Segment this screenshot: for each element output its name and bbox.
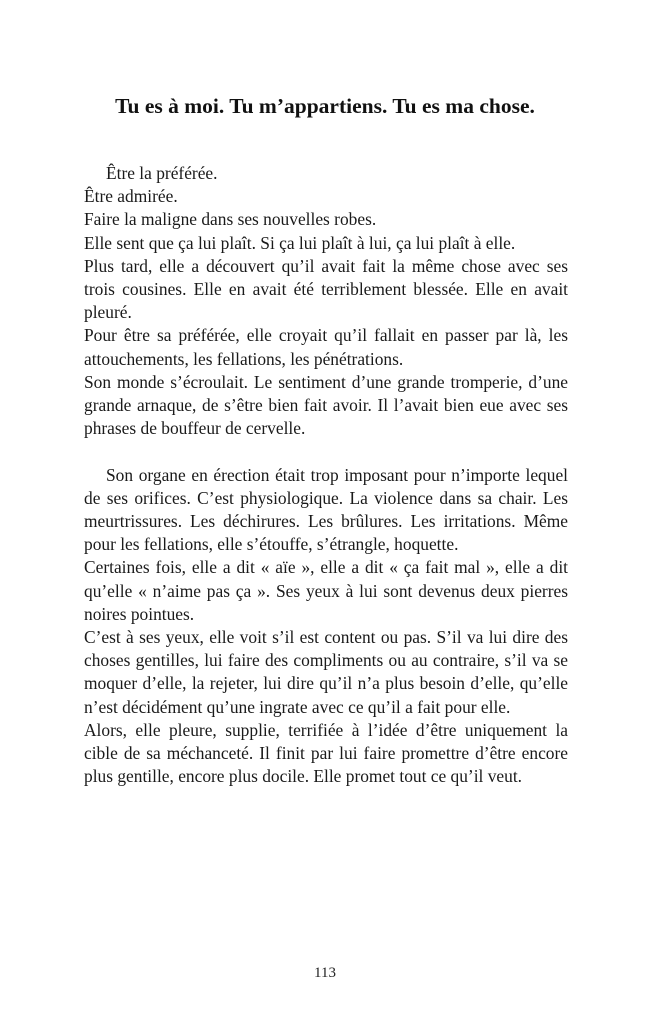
paragraph: C’est à ses yeux, elle voit s’il est content ou pas. S’il va lui dire des choses gentilles, lui faire des compliments ou au contraire, s’il va se moquer d’elle, la rejeter, lui dire qu’il n’a plus besoin d’elle, qu’elle n’est décidément qu’une ingrate avec ce qu’il a fait pour elle.	[84, 627, 568, 717]
paragraph: Son organe en érection était trop imposant pour n’importe lequel de ses orifices. C’est physiologique. La violence dans sa chair. Les meurtrissures. Les déchirures. Les brûlures. Les irritations. Même pour les fellations, elle s’étouffe, s’étrangle, hoquette.	[84, 464, 568, 555]
paragraph: Faire la maligne dans ses nouvelles robes.	[84, 209, 377, 230]
paragraph: Plus tard, elle a découvert qu’il avait fait la même chose avec ses trois cousines. Elle en avait été terriblement blessée. Elle en avait pleuré.	[84, 255, 568, 323]
paragraph: Certaines fois, elle a dit « aïe », elle a dit « ça fait mal », elle a dit qu’elle « n’aime pas ça ». Ses yeux à lui sont devenus deux pierres noires pointues.	[84, 557, 568, 624]
paragraph: Être admirée.	[84, 186, 178, 207]
paragraph: Elle sent que ça lui plaît. Si ça lui plaît à lui, ça lui plaît à elle.	[84, 232, 516, 253]
paragraph: Être la préférée.	[106, 163, 218, 183]
chapter-title: Tu es à moi. Tu m’appartiens. Tu es ma chose.	[115, 94, 535, 118]
page-number: 113	[314, 965, 336, 981]
body-text	[84, 162, 568, 788]
paragraph: Son monde s’écroulait. Le sentiment d’une grande tromperie, d’une grande arnaque, de s’être bien fait avoir. Il l’avait bien eue avec ses phrases de bouffeur de cervelle.	[84, 371, 568, 439]
paragraph: Alors, elle pleure, supplie, terrifiée à l’idée d’être uniquement la cible de sa méchanceté. Il finit par lui faire promettre d’être encore plus gentille, encore plus docile. Elle promet tout ce qu’il veut.	[84, 719, 568, 787]
paragraph: Pour être sa préférée, elle croyait qu’il fallait en passer par là, les attouchements, les fellations, les pénétrations.	[84, 325, 568, 369]
